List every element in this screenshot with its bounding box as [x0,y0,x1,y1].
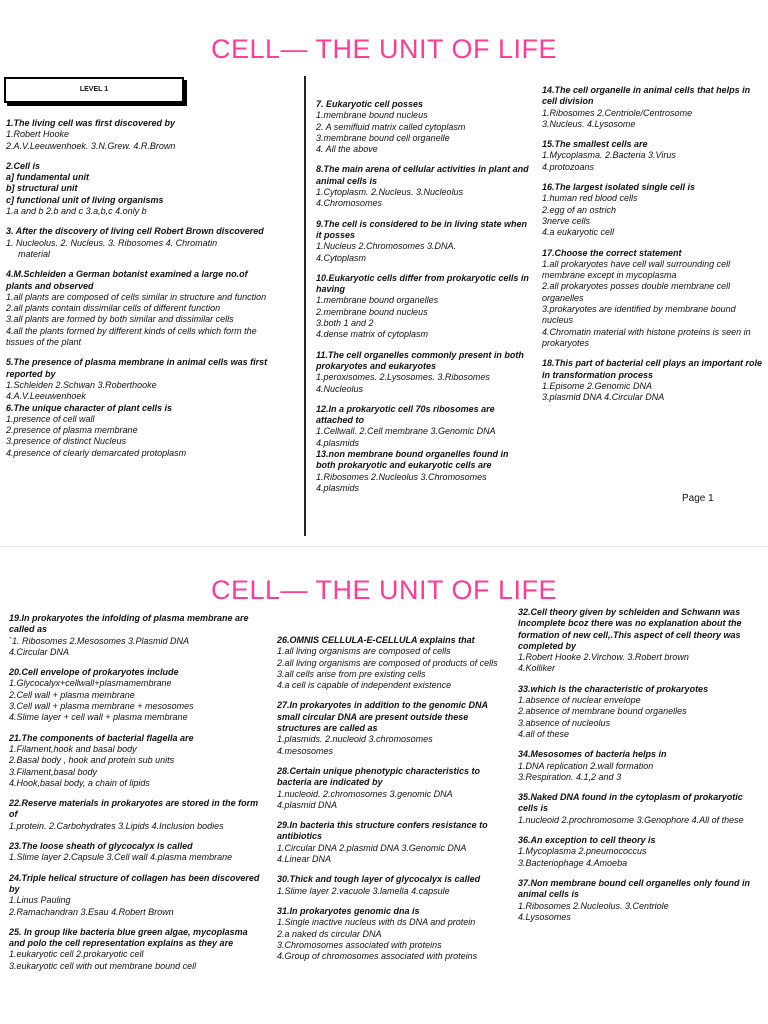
option-text: 2.egg of an ostrich [542,204,617,215]
question-text: 12.In a prokaryotic cell 70s ribosomes are attached to [316,403,495,426]
question-block [9,667,264,723]
question-text: 37.Non membrane bound cell organelles only found in animal cells is [518,877,751,900]
question-text: 9.The cell is considered to be in living state when it posses [316,218,528,240]
question-block [316,404,530,449]
question-subline: a] fundamental unit [6,172,89,183]
column-6 [518,607,764,932]
option-text: 2.all plants contain dissimilar cells of different function [6,303,221,314]
question-block [316,273,530,341]
question-block [518,749,764,783]
question-text: 28.Certain unique phenotypic characteristics to bacteria are indicated by [277,765,481,788]
option-text: 4.mesosomes [277,745,334,756]
option-text: 2.membrane bound nucleus [316,306,428,317]
question-block [542,248,764,350]
question-block [6,403,268,459]
option-text: 1.nucleoid. 2.chromosomes 3.genomic DNA [277,788,453,799]
option-text: 1.Circular DNA 2.plasmid DNA 3.Genomic DNA [277,842,467,853]
option-text: 4.Chromatin material with histone proteins is seen in prokaryotes [542,326,751,348]
question-block [9,613,264,658]
option-text: 4.a eukaryotic cell [542,227,615,238]
option-text: 1.Mycoplasma 2.pneumococcus [518,846,647,857]
option-text: material [18,248,51,259]
column-1 [6,118,268,468]
option-text: 1.presence of cell wall [6,413,95,424]
question-text: 27.In prokaryotes in addition to the genomic DNA small circular DNA are present outside these structures are called as [277,700,488,734]
option-text: 1.Single inactive nucleus with ds DNA and protein [277,917,476,928]
option-text: 1.a and b 2.b and c 3.a,b,c 4.only b [6,206,147,217]
question-block [6,357,268,402]
option-text: 1.nucleoid 2.prochromosome 3.Genophore 4.All of these [518,814,744,825]
question-text: 13.non membrane bound organelles found in both prokaryotic and eukaryotic cells are [316,449,509,471]
option-text: 1.Ribosomes 2.Nucleolus 3.Chromosomes [316,471,487,482]
question-block [277,700,509,756]
question-block [518,607,764,675]
question-subline: c] functional unit of living organisms [6,194,164,205]
option-text: 1.Slime layer 2.Capsule 3.Cell wall 4.plasma membrane [9,852,233,863]
option-text: 3.both 1 and 2 [316,318,374,329]
option-text: 1.Linus Pauling [9,895,71,906]
option-text: 4.plasmids [316,437,360,448]
question-block [316,350,530,395]
question-text: 18.This part of bacterial cell plays an important role in transformation process [542,358,763,380]
page-number: Page 1 [682,493,714,504]
option-text: 4.Hook,basal body, a chain of lipids [9,777,150,788]
option-text: 1.Ribosomes 2.Nucleolus. 3.Centriole [518,900,669,911]
question-block [6,269,268,348]
option-text: 3.Filament,basal body [9,766,98,777]
option-text: 3.prokaryotes are identified by membrane bound nucleus [542,304,736,326]
question-text: 36.An exception to cell theory is [518,835,656,846]
question-block [542,182,764,238]
option-text: 4.Slime layer + cell wall + plasma membrane [9,712,188,723]
question-subline: b] structural unit [6,183,78,194]
option-text: 3.Nucleus. 4.Lysosome [542,118,636,129]
option-text: 2. A semifluid matrix called cytoplasm [316,121,466,132]
option-text: 3.eukaryotic cell with out membrane bound cell [9,960,197,971]
question-text: 20.Cell envelope of prokaryotes include [9,667,179,678]
option-text: 2.all living organisms are composed of products of cells [277,657,498,668]
question-text: 15.The smallest cells are [542,139,648,150]
option-text: 1.all plants are composed of cells similar in structure and function [6,291,267,302]
option-text: 4.Circular DNA [9,646,70,657]
option-text: 3.presence of distinct Nucleus [6,436,127,447]
option-text: 4.Cytoplasm [316,252,367,263]
question-text: 6.The unique character of plant cells is [6,402,173,413]
question-text: 31.In prokaryotes genomic dna is [277,905,420,916]
option-text: 1.DNA replication 2.wall formation [518,760,654,771]
question-block [9,798,264,832]
question-text: 32.Cell theory given by schleiden and Schwann was incomplete bcoz there was no explanation about the formation of new cell,.This aspect of cell theory was completed by [518,607,742,651]
question-text: 3. After the discovery of living cell Robert Brown discovered [6,226,264,237]
question-block [316,164,530,209]
option-text: 1.Episome 2.Genomic DNA [542,380,653,391]
option-text: 1.Robert Hooke [6,129,70,140]
question-text: 8.The main arena of cellular activities in plant and animal cells is [316,164,529,186]
option-text: 1.absence of nuclear envelope [518,695,641,706]
question-text: 25. In group like bacteria blue green algae, mycoplasma and polo the cell representation explains as they are [9,926,248,949]
option-text: 4.a cell is capable of independent existence [277,680,452,691]
question-block [6,118,268,152]
question-block [518,878,764,923]
option-text: 4.Nucleolus [316,383,364,394]
option-text: 2.absence of membrane bound organelles [518,706,687,717]
question-block [6,226,268,260]
option-text: 2.Ramachandran 3.Esau 4.Robert Brown [9,906,174,917]
column-4 [9,613,264,981]
option-text: 1.plasmids. 2.nucleoid 3.chromosomes [277,734,433,745]
option-text: 4.presence of clearly demarcated protoplasm [6,447,187,458]
option-text: 2.A.V.Leeuwenhoek. 3.N.Grew. 4.R.Brown [6,140,176,151]
question-block [277,635,509,691]
option-text: 2.a naked ds circular DNA [277,928,382,939]
column-3 [542,85,764,412]
question-text: 24.Triple helical structure of collagen has been discovered by [9,872,260,894]
question-text: 5.The presence of plasma membrane in animal cells was first reported by [6,357,268,379]
option-text: 4.Lysosomes [518,911,571,922]
question-text: 21.The components of bacterial flagella are [9,732,194,743]
question-text: 4.M.Schleiden a German botanist examined a large no.of plants and observed [6,269,248,291]
question-block [277,906,509,962]
question-text: 17.Choose the correct statement [542,247,682,258]
option-text: 4.plasmid DNA [277,799,338,810]
option-text: 1.all prokaryotes have cell wall surrounding cell membrane except in mycoplasma [542,258,731,281]
option-text: 4.Group of chromosomes associated with proteins [277,951,478,962]
question-block [9,733,264,789]
question-block [316,99,530,155]
question-text: 33.which is the characteristic of prokaryotes [518,683,709,694]
option-text: 3nerve cells [542,215,591,226]
question-text: 14.The cell organelle in animal cells that helps in cell division [542,85,751,107]
question-text: 26.OMNIS CELLULA-E-CELLULA explains that [277,635,475,645]
option-text: 1.membrane bound nucleus [316,110,428,121]
question-block [316,219,530,264]
question-block [9,927,264,972]
option-text: 1.protein. 2.Carbohydrates 3.Lipids 4.Inclusion bodies [9,820,224,831]
option-text: 1.Filament,hook and basal body [9,743,137,754]
question-text: 34.Mesosomes of bacteria helps in [518,749,667,760]
question-block [518,835,764,869]
option-text: 1.Robert Hooke 2.Virchow. 3.Robert brown [518,652,689,663]
column-2 [316,99,530,503]
option-text: 1.all living organisms are composed of cells [277,646,451,657]
question-block [542,85,764,130]
option-text: 1.Cellwall. 2.Cell membrane 3.Genomic DNA [316,426,496,437]
question-text: 19.In prokaryotes the infolding of plasma membrane are called as [9,613,249,635]
option-text: 1.Glycocalyx+cellwall+plasmamembrane [9,678,172,689]
option-text: 1.human red blood cells [542,193,638,204]
question-text: 10.Eukaryotic cells differ from prokaryotic cells in having [316,272,529,295]
option-text: 1.Cytoplasm. 2.Nucleus. 3.Nucleolus [316,187,464,198]
question-block [542,139,764,173]
question-block [277,766,509,811]
option-text: 4.Linear DNA [277,854,332,865]
option-text: 4.plasmids [316,482,360,493]
question-block [6,161,268,217]
question-text: 16.The largest isolated single cell is [542,182,696,193]
option-text: `1. Ribosomes 2.Mesosomes 3.Plasmid DNA [9,635,190,646]
option-text: 4. All the above [316,144,378,155]
question-block [316,449,530,494]
option-text: 4.A.V.Leeuwenhoek [6,391,86,402]
option-text: 1.eukaryotic cell 2.prokaryotic cell [9,949,144,960]
option-text: 1.Slime layer 2.vacuole 3.lamella 4.capsule [277,885,450,896]
page-title-top: CELL— THE UNIT OF LIFE [210,34,558,64]
option-text: 3.Respiration. 4.1,2 and 3 [518,771,622,782]
option-text: 2.Cell wall + plasma membrane [9,689,135,700]
option-text: 1.Ribosomes 2.Centriole/Centrosome [542,107,693,118]
column-5 [277,635,509,971]
question-block [277,874,509,897]
question-block [9,841,264,864]
option-text: 3.absence of nucleolus [518,717,611,728]
question-block [9,873,264,918]
option-text: 4.all of these [518,728,570,739]
page-title-bottom: CELL— THE UNIT OF LIFE [210,575,558,605]
option-text: 4.all the plants formed by different kinds of cells which form the tissues of the plant [6,325,257,348]
question-text: 22.Reserve materials in prokaryotes are stored in the form of [9,798,259,820]
option-text: 1.Nucleus 2.Chromosomes 3.DNA. [316,241,457,252]
question-text: 7. Eukaryotic cell posses [316,99,424,109]
question-text: 29.In bacteria this structure confers resistance to antibiotics [277,820,488,842]
question-text: 30.Thick and tough layer of glycocalyx is called [277,874,481,885]
option-text: 2.all prokaryotes posses double membrane cell organelles [542,281,731,303]
question-text: 11.The cell organelles commonly present in both prokaryotes and eukaryotes [316,349,524,371]
option-text: 3.Cell wall + plasma membrane + mesosomes [9,701,194,712]
option-text: 2.Basal body , hook and protein sub units [9,755,175,766]
option-text: 4.dense matrix of cytoplasm [316,329,429,340]
option-text: 1.Schleiden 2.Schwan 3.Roberthooke [6,379,157,390]
option-text: 1.membrane bound organelles [316,295,439,306]
option-text: 4.protozoans [542,161,595,172]
option-text: 1.peroxisomes. 2.Lysosomes. 3.Ribosomes [316,372,490,383]
option-text: 3.plasmid DNA 4.Circular DNA [542,392,665,403]
option-text: 1.Mycoplasma. 2.Bacteria 3.Virus [542,150,676,161]
option-text: 3.Chromosomes associated with proteins [277,939,442,950]
question-text: 23.The loose sheath of glycocalyx is called [9,841,193,852]
question-block [518,792,764,826]
question-text: 2.Cell is [6,160,41,171]
option-text: 3.all plants are formed by both similar and dissimilar cells [6,314,234,325]
question-block [518,684,764,740]
option-text: 3.membrane bound cell organelle [316,132,450,143]
question-text: 1.The living cell was first discovered by [6,118,176,128]
page-separator [0,546,768,547]
column-divider [304,76,306,536]
option-text: 1. Nucleolus. 2. Nucleus. 3. Ribosomes 4. Chromatin [6,237,218,248]
option-text: 4.Chromosomes [316,198,383,209]
option-text: 2.presence of plasma membrane [6,425,138,436]
question-block [542,358,764,403]
option-text: 3.Bacteriophage 4.Amoeba [518,857,628,868]
option-text: 4.Kolliker [518,663,556,674]
level-box: LEVEL 1 [4,77,184,103]
question-block [277,820,509,865]
option-text: 3.all cells arise from pre existing cells [277,668,426,679]
question-text: 35.Naked DNA found in the cytoplasm of prokaryotic cells is [518,792,743,814]
